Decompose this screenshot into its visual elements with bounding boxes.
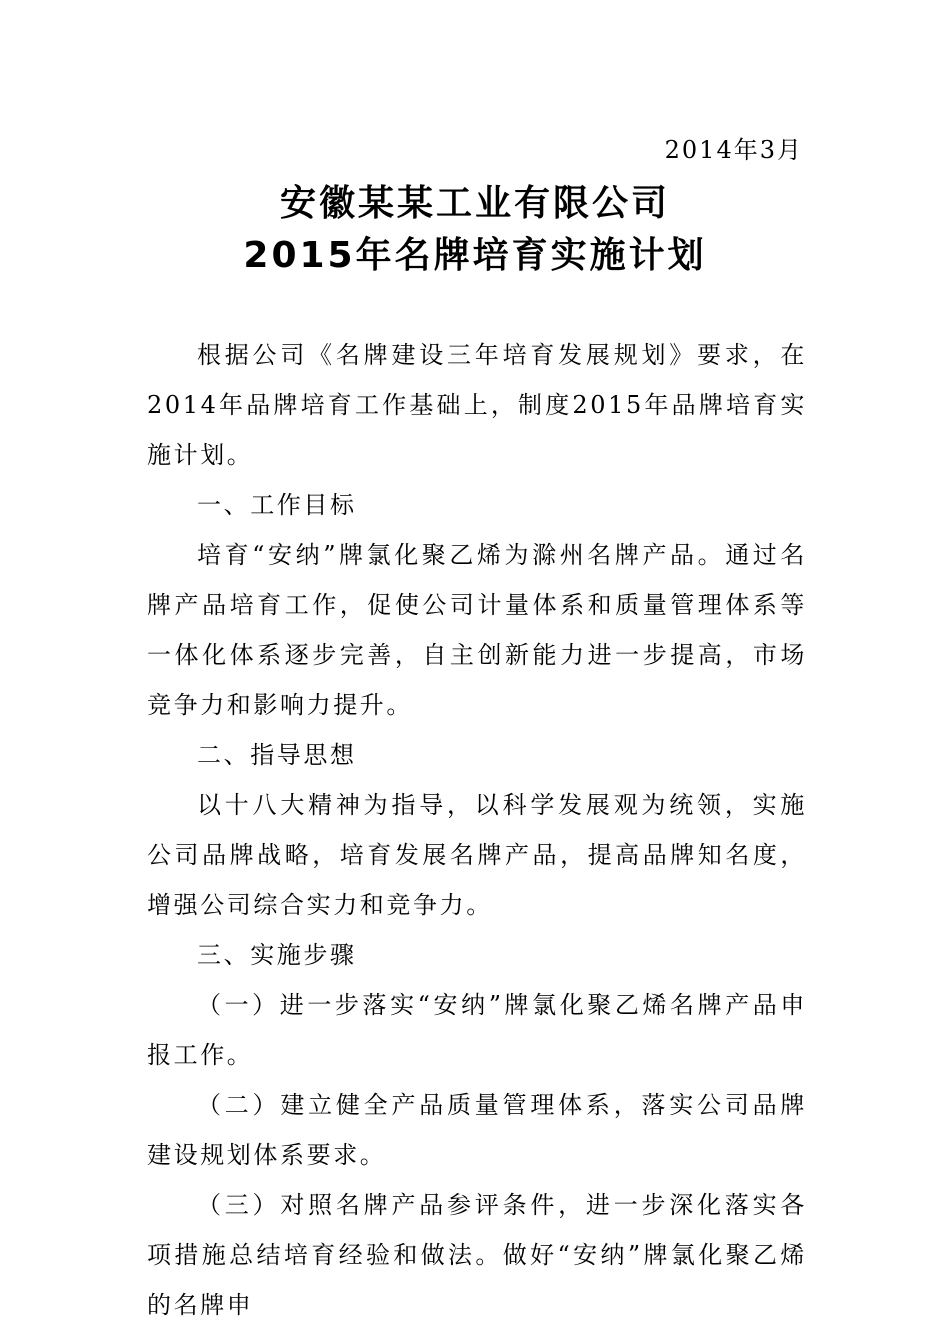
step-1-paragraph: （一）进一步落实“安纳”牌氯化聚乙烯名牌产品申报工作。	[147, 991, 807, 1069]
document-body	[147, 330, 807, 1330]
section-heading-steps: 三、实施步骤	[197, 941, 357, 969]
document-title-plan: 2015年名牌培育实施计划	[243, 235, 707, 276]
document-date: 2014年3月	[664, 136, 803, 164]
intro-paragraph: 根据公司《名牌建设三年培育发展规划》要求，在2014年品牌培育工作基础上，制度2015年品牌培育实施计划。	[147, 341, 807, 469]
step-2-paragraph: （二）建立健全产品质量管理体系，落实公司品牌建设规划体系要求。	[147, 1091, 807, 1169]
section-heading-goals: 一、工作目标	[197, 491, 357, 519]
document-title-company: 安徽某某工业有限公司	[279, 183, 670, 224]
section-heading-guidance: 二、指导思想	[197, 741, 357, 769]
step-3-paragraph: （三）对照名牌产品参评条件，进一步深化落实各项措施总结培育经验和做法。做好“安纳”牌氯化聚乙烯的名牌申	[147, 1191, 807, 1319]
goals-paragraph: 培育“安纳”牌氯化聚乙烯为滁州名牌产品。通过名牌产品培育工作，促使公司计量体系和质量管理体系等一体化体系逐步完善，自主创新能力进一步提高，市场竞争力和影响力提升。	[147, 541, 807, 719]
guidance-paragraph: 以十八大精神为指导，以科学发展观为统领，实施公司品牌战略，培育发展名牌产品，提高品牌知名度，增强公司综合实力和竞争力。	[147, 791, 807, 919]
